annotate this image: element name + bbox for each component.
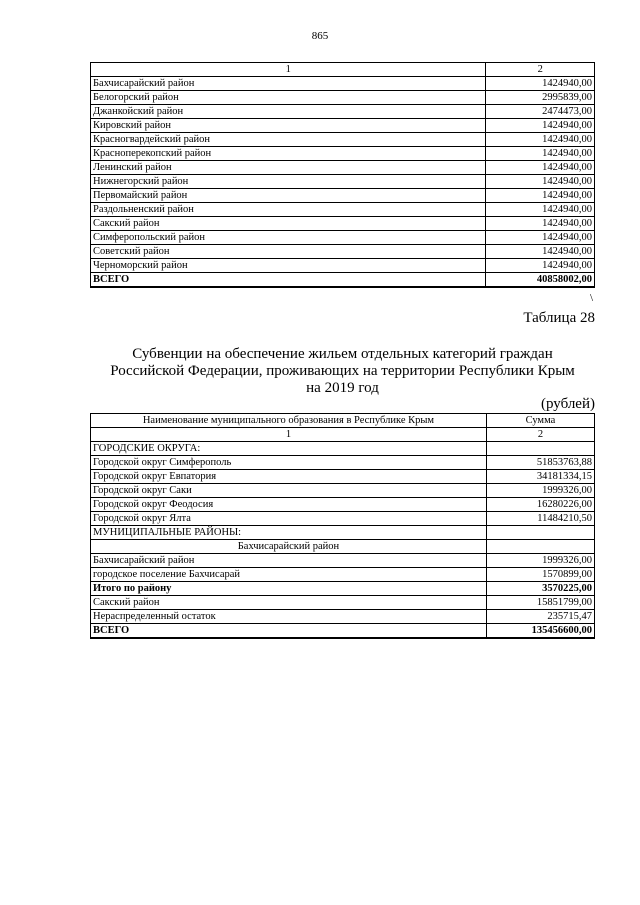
total-label: ВСЕГО	[91, 273, 486, 288]
row-amount: 1999326,00	[486, 554, 594, 568]
stray-backslash: \	[590, 292, 594, 304]
row-name: Джанкойский район	[91, 105, 486, 119]
row-name: Бахчисарайский район	[91, 77, 486, 91]
section-urban-label: ГОРОДСКИЕ ОКРУГА:	[91, 442, 487, 456]
row-amount: 1424940,00	[486, 133, 595, 147]
row-name: Симферопольский район	[91, 231, 486, 245]
table-row	[91, 610, 595, 624]
table-row	[91, 512, 595, 526]
row-name: Сакский район	[91, 596, 487, 610]
row-amount: 51853763,88	[486, 456, 594, 470]
row-amount: 1424940,00	[486, 203, 595, 217]
column-number-1: 1	[91, 428, 487, 442]
total-amount: 40858002,00	[486, 273, 595, 288]
row-name: Белогорский район	[91, 91, 486, 105]
housing-subventions-table	[90, 413, 595, 639]
column-number-1: 1	[91, 63, 486, 77]
table-row	[91, 105, 595, 119]
row-name: городское поселение Бахчисарай	[91, 568, 487, 582]
row-amount: 1424940,00	[486, 147, 595, 161]
row-name: Нижнегорский район	[91, 175, 486, 189]
section-empty-cell	[486, 526, 594, 540]
row-amount: 34181334,15	[486, 470, 594, 484]
row-name: Городской округ Ялта	[91, 512, 487, 526]
section-row	[91, 442, 595, 456]
row-amount: 2474473,00	[486, 105, 595, 119]
row-name: Городской округ Евпатория	[91, 470, 487, 484]
table-row	[91, 133, 595, 147]
section-row	[91, 526, 595, 540]
row-amount: 1424940,00	[486, 245, 595, 259]
row-name: Советский район	[91, 245, 486, 259]
total-label: ВСЕГО	[91, 624, 487, 639]
table-row	[91, 259, 595, 273]
total-row	[91, 273, 595, 288]
subtotal-row	[91, 582, 595, 596]
column-number-2: 2	[486, 63, 595, 77]
table-row	[91, 217, 595, 231]
table-label: Таблица 28	[523, 310, 595, 326]
row-name: Черноморский район	[91, 259, 486, 273]
table-row	[91, 203, 595, 217]
row-amount: 1424940,00	[486, 161, 595, 175]
column-number-2: 2	[486, 428, 594, 442]
row-amount: 1424940,00	[486, 77, 595, 91]
table-row	[91, 119, 595, 133]
row-name: Городской округ Саки	[91, 484, 487, 498]
table-row	[91, 498, 595, 512]
table-title	[70, 346, 615, 397]
total-amount: 135456600,00	[486, 624, 594, 639]
header-amount: Сумма	[486, 414, 594, 428]
row-amount: 1999326,00	[486, 484, 594, 498]
title-line-2: Российской Федерации, проживающих на территории Республики Крым	[110, 363, 575, 379]
units-label: (рублей)	[540, 396, 595, 412]
section-empty-cell	[486, 442, 594, 456]
row-name: Бахчисарайский район	[91, 554, 487, 568]
table-row	[91, 175, 595, 189]
table-row	[91, 161, 595, 175]
table-row	[91, 568, 595, 582]
table-row	[91, 456, 595, 470]
row-name: Раздольненский район	[91, 203, 486, 217]
row-amount: 235715,47	[486, 610, 594, 624]
table-row	[91, 554, 595, 568]
table-row	[91, 596, 595, 610]
subsection-label: Бахчисарайский район	[91, 540, 487, 554]
row-amount: 1424940,00	[486, 119, 595, 133]
row-name: Первомайский район	[91, 189, 486, 203]
table-row	[91, 231, 595, 245]
row-amount: 1424940,00	[486, 231, 595, 245]
table-row	[91, 147, 595, 161]
table-header-numbers	[91, 63, 595, 77]
row-amount: 1424940,00	[486, 189, 595, 203]
row-name: Городской округ Феодосия	[91, 498, 487, 512]
table-header-numbers	[91, 428, 595, 442]
row-name: Городской округ Симферополь	[91, 456, 487, 470]
page-number: 865	[311, 30, 329, 42]
row-name: Сакский район	[91, 217, 486, 231]
subtotal-label: Итого по району	[91, 582, 487, 596]
row-name: Кировский район	[91, 119, 486, 133]
row-amount: 16280226,00	[486, 498, 594, 512]
section-municipal-label: МУНИЦИПАЛЬНЫЕ РАЙОНЫ:	[91, 526, 487, 540]
table-row	[91, 189, 595, 203]
subsection-row	[91, 540, 595, 554]
title-line-3: на 2019 год	[306, 380, 379, 396]
row-amount: 15851799,00	[486, 596, 594, 610]
title-line-1: Субвенции на обеспечение жильем отдельных категорий граждан	[132, 346, 553, 362]
subsection-empty-cell	[486, 540, 594, 554]
row-name: Ленинский район	[91, 161, 486, 175]
district-allocations-table	[90, 62, 595, 288]
table-row	[91, 470, 595, 484]
row-name: Нераспределенный остаток	[91, 610, 487, 624]
table-row	[91, 484, 595, 498]
row-name: Красноперекопский район	[91, 147, 486, 161]
header-name: Наименование муниципального образования в Республике Крым	[91, 414, 487, 428]
row-amount: 2995839,00	[486, 91, 595, 105]
row-name: Красногвардейский район	[91, 133, 486, 147]
row-amount: 1424940,00	[486, 217, 595, 231]
table-row	[91, 91, 595, 105]
row-amount: 1570899,00	[486, 568, 594, 582]
table-row	[91, 245, 595, 259]
total-row	[91, 624, 595, 639]
row-amount: 1424940,00	[486, 259, 595, 273]
row-amount: 11484210,50	[486, 512, 594, 526]
table-header	[91, 414, 595, 428]
table-row	[91, 77, 595, 91]
row-amount: 1424940,00	[486, 175, 595, 189]
subtotal-amount: 3570225,00	[486, 582, 594, 596]
